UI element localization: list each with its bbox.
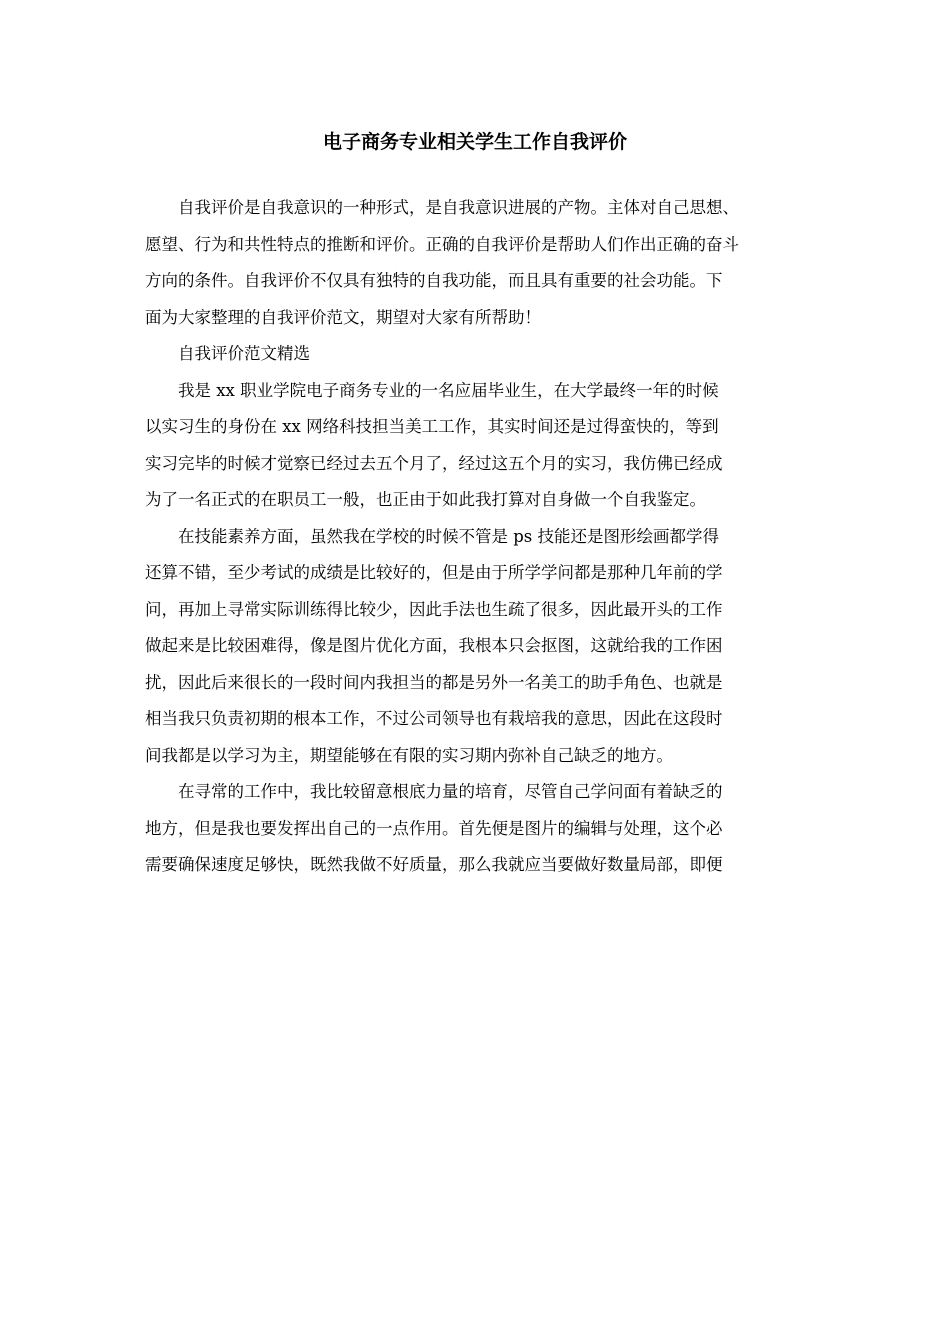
section-heading: 自我评价范文精选 — [145, 344, 310, 363]
text-line: 愿望、行为和共性特点的推断和评价。正确的自我评价是帮助人们作出正确的奋斗 — [145, 234, 739, 254]
text-line: 以实习生的身份在 xx 网络科技担当美工工作，其实时间还是过得蛮快的，等到 — [145, 417, 719, 436]
text-line: 实习完毕的时候才觉察已经过去五个月了，经过这五个月的实习，我仿佛已经成 — [145, 453, 723, 473]
text-line: 间我都是以学习为主，期望能够在有限的实习期内弥补自己缺乏的地方。 — [145, 745, 673, 765]
text-line: 自我评价是自我意识的一种形式，是自我意识进展的产物。主体对自己思想、 — [145, 198, 739, 217]
document-title: 电子商务专业相关学生工作自我评价 — [322, 131, 627, 153]
text-line: 地方，但是我也要发挥出自己的一点作用。首先便是图片的编辑与处理，这个必 — [145, 818, 723, 838]
text-line: 还算不错，至少考试的成绩是比较好的，但是由于所学学问都是那种几年前的学 — [145, 563, 723, 582]
text-line: 扰，因此后来很长的一段时间内我担当的都是另外一名美工的助手角色、也就是 — [145, 672, 723, 692]
text-line: 方向的条件。自我评价不仅具有独特的自我功能，而且具有重要的社会功能。下 — [145, 271, 723, 290]
document-body — [145, 190, 811, 884]
text-line: 为了一名正式的在职员工一般，也正由于如此我打算对自身做一个自我鉴定。 — [145, 490, 706, 509]
text-line: 做起来是比较困难得，像是图片优化方面，我根本只会抠图，这就给我的工作困 — [145, 636, 723, 655]
text-line: 我是 xx 职业学院电子商务专业的一名应届毕业生，在大学最终一年的时候 — [145, 380, 719, 400]
text-line: 在寻常的工作中，我比较留意根底力量的培育，尽管自己学问面有着缺乏的 — [145, 782, 723, 801]
text-line: 面为大家整理的自我评价范文，期望对大家有所帮助！ — [145, 307, 541, 327]
text-line: 需要确保速度足够快，既然我做不好质量，那么我就应当要做好数量局部，即便 — [145, 855, 723, 874]
text-line: 在技能素养方面，虽然我在学校的时候不管是 ps 技能还是图形绘画都学得 — [145, 526, 720, 546]
text-line: 相当我只负责初期的根本工作，不过公司领导也有栽培我的意思，因此在这段时 — [145, 709, 723, 728]
text-line: 问，再加上寻常实际训练得比较少，因此手法也生疏了很多，因此最开头的工作 — [145, 599, 723, 619]
